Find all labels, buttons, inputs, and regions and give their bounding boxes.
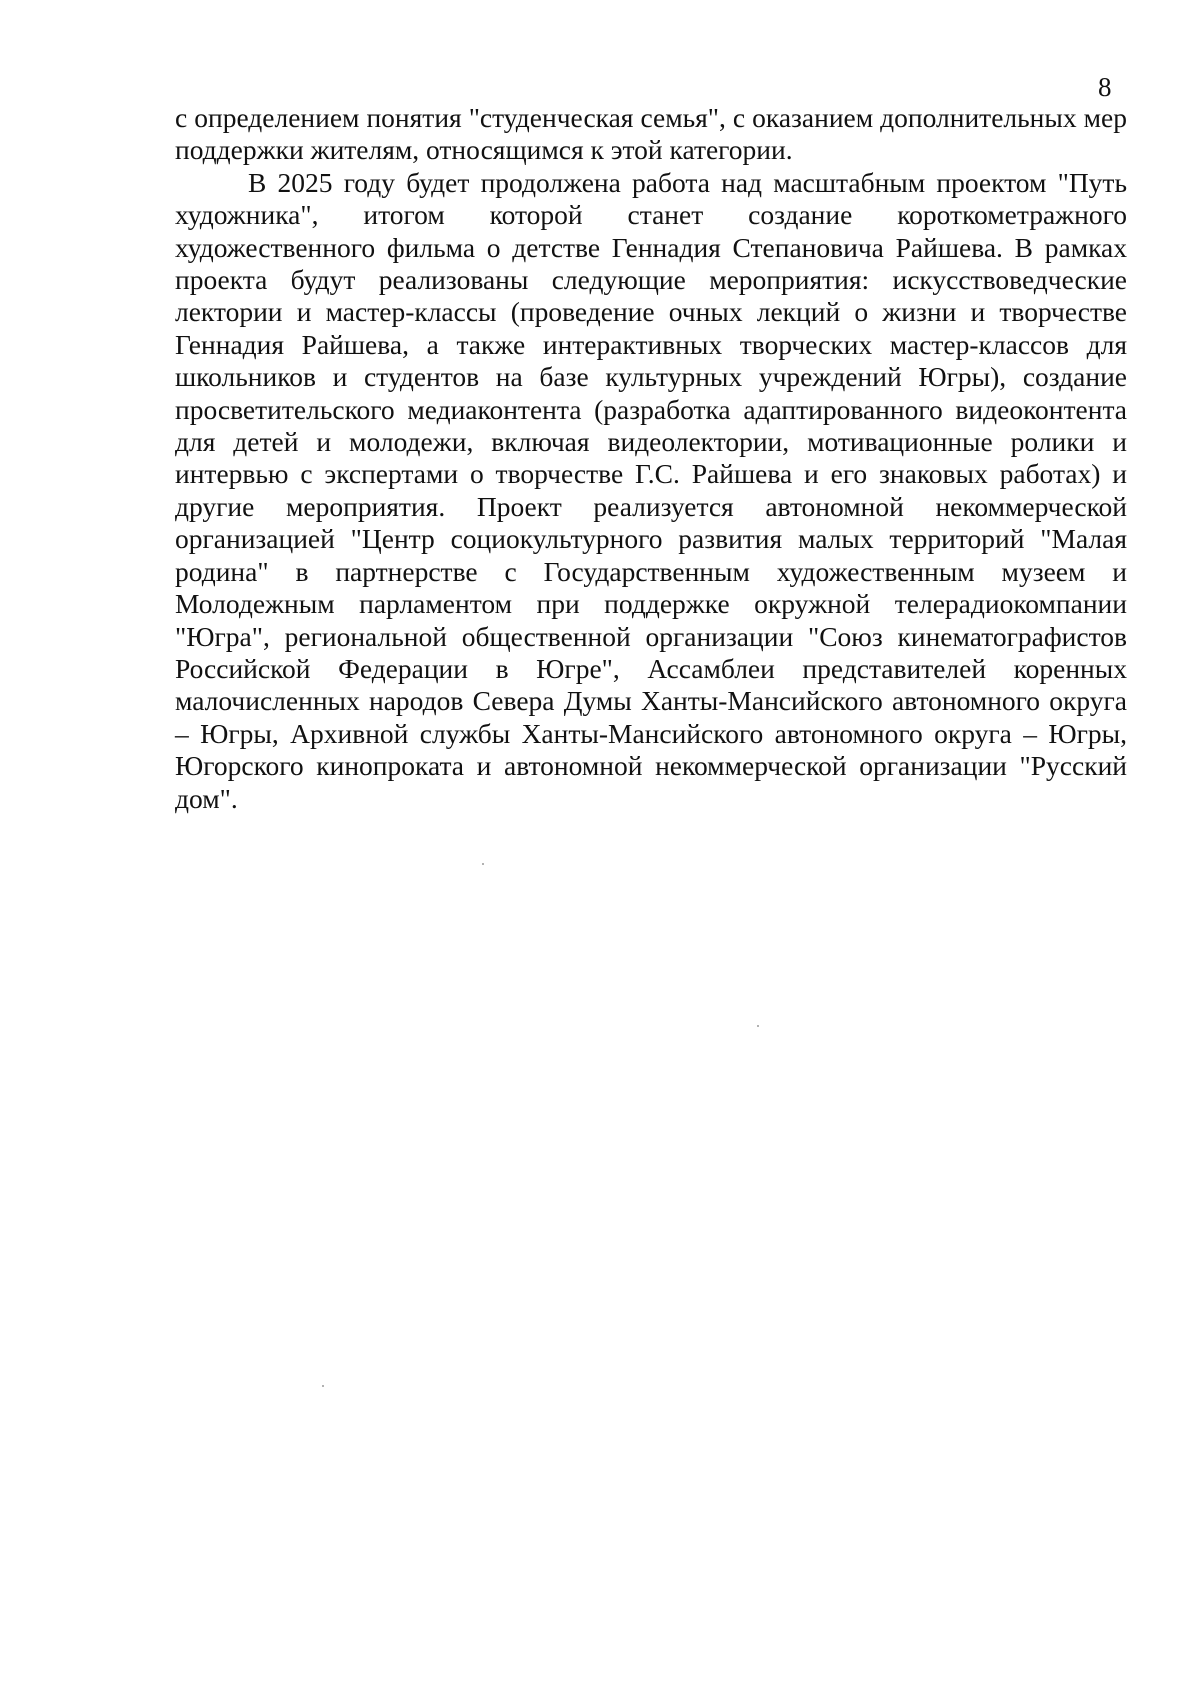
paragraph-project-artist-path: В 2025 году будет продолжена работа над масштабным проектом "Путь художника", итогом которой станет создание короткометражного художественного фильма о детстве Геннадия Степановича Райшева. В рамках проекта будут реализованы следующие мероприятия: искусствоведческие лектории и мастер-классы (проведение очных лекций о жизни и творчестве Геннадия Райшева, а также интерактивных творческих мастер-классов для школьников и студентов на базе культурных учреждений Югры), создание просветительского медиаконтента (разработка адаптированного видеоконтента для детей и молодежи, включая видеолектории, мотивационные ролики и интервью с экспертами о творчестве Г.С. Райшева и его знаковых работах) и другие мероприятия. Проект реализуется автономной некоммерческой организацией "Центр социокультурного развития малых территорий "Малая родина" в партнерстве с Государственным художественным музеем и Молодежным парламентом при поддержке окружной телерадиокомпании "Югра", региональной общественной организации "Союз кинематографистов Российской Федерации в Югре", Ассамблеи представителей коренных малочисленных народов Севера Думы Ханты-Мансийского автономного округа – Югры, Архивной службы Ханты-Мансийского автономного округа – Югры, Югорского кинопроката и автономной некоммерческой организации "Русский дом". (175, 166, 1127, 814)
scan-speck (757, 1025, 759, 1027)
scan-speck (322, 1385, 324, 1387)
scan-speck (482, 863, 484, 865)
page-number: 8 (1098, 72, 1112, 102)
paragraph-continuation: с определением понятия "студенческая семья", с оказанием дополнительных мер поддержки жителям, относящимся к этой категории. (175, 102, 1127, 166)
document-body (175, 102, 1127, 815)
